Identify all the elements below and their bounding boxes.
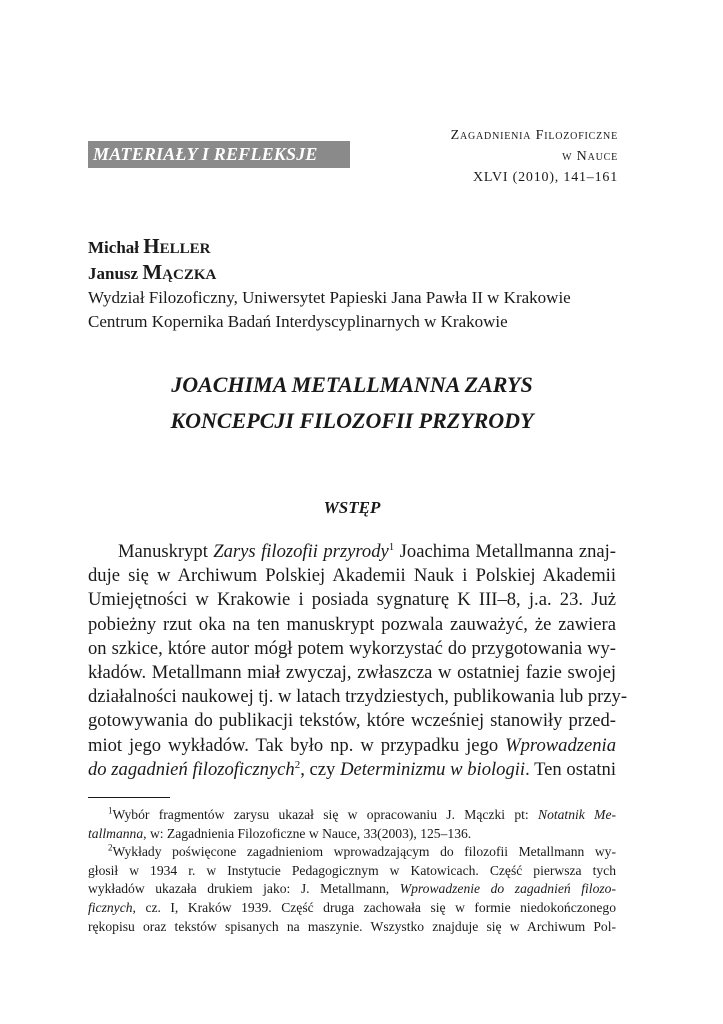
text-line: gotowywania do publikacji tekstów, które wcześniej stanowiły przed- bbox=[88, 710, 616, 732]
text-line: Manuskrypt Zarys filozofii przyrody$^1$ Joachima Metallmanna znaj- bbox=[118, 540, 616, 562]
text-line: on szkice, które autor mógł potem wykorzystać do przygotowania wy- bbox=[88, 637, 616, 659]
footnote-2: $^2$Wykłady poświęcone zagadnieniom wprowadzającym do filozofii Metallmann wy- bbox=[108, 842, 616, 860]
author-1: Michał Heller bbox=[88, 234, 211, 258]
section-banner: MATERIAŁY I REFLEKSJE bbox=[88, 141, 350, 168]
footnote-1: $^1$Wybór fragmentów zarysu ukazał się w opracowaniu J. Mączki pt: Notatnik Me- bbox=[108, 805, 617, 822]
text-line: Umiejętności w Krakowie i posiada sygnaturę K III–8, j.a. 23. Już bbox=[88, 589, 616, 611]
text-line: do zagadnień filozoficznych$^2$, czy Determinizmu w biologii. Ten ostatni bbox=[88, 758, 617, 780]
article-title: JOACHIMA METALLMANNA ZARYS KONCEPCJI FILOZOFII PRZYRODY bbox=[170, 372, 534, 433]
affiliation-2: Centrum Kopernika Badań Interdyscyplinarnych w Krakowie bbox=[88, 312, 508, 331]
journal-name-cont: w Nauce bbox=[562, 149, 618, 164]
journal-volume: XLVI (2010), 141–161 bbox=[473, 170, 618, 185]
text-line: duje się w Archiwum Polskiej Akademii Nauk i Polskiej Akademii bbox=[88, 565, 616, 587]
footnote-rule bbox=[88, 797, 170, 798]
authors-block bbox=[88, 234, 648, 334]
footnotes bbox=[88, 806, 616, 936]
footnote-2-cont: rękopisu oraz tekstów spisanych na maszynie. Wszystko znajduje się w Archiwum Pol- bbox=[88, 918, 616, 934]
journal-info bbox=[451, 125, 618, 188]
author-2: Janusz Mączka bbox=[88, 260, 217, 284]
footnote-2-cont: głosił w 1934 r. w Instytucie Pedagogicznym w Katowicach. Część pierwsza tych bbox=[88, 862, 616, 878]
text-line: działalności naukowej tj. w latach trzydziestych, publikowania lub przy- bbox=[88, 686, 628, 708]
text-line: kładów. Metallmann miał zwyczaj, zwłaszcza w ostatniej fazie swojej bbox=[88, 661, 616, 683]
footnote-2-cont: ficznych, cz. I, Kraków 1939. Część druga zachowała się w formie niedokończonego bbox=[88, 899, 616, 915]
text-line: pobieżny rzut oka na ten manuskrypt pozwala zauważyć, że zawiera bbox=[88, 613, 616, 635]
footnote-ref-2: 2 bbox=[294, 758, 301, 771]
body-paragraph bbox=[88, 540, 628, 782]
journal-name: Zagadnienia Filozoficzne bbox=[450, 128, 618, 143]
text-line: miot jego wykładów. Tak było np. w przypadku jego Wprowadzenia bbox=[88, 734, 616, 756]
footnote-1-cont: tallmanna, w: Zagadnienia Filozoficzne w Nauce, 33(2003), 125–136. bbox=[88, 825, 472, 841]
footnote-ref-1: 1 bbox=[388, 540, 395, 553]
footnote-2-cont: wykładów ukazała drukiem jako: J. Metallmann, Wprowadzenie do zagadnień filozo- bbox=[88, 881, 616, 897]
section-heading: WSTĘP bbox=[323, 498, 381, 517]
affiliation-1: Wydział Filozoficzny, Uniwersytet Papieski Jana Pawła II w Krakowie bbox=[88, 288, 571, 307]
